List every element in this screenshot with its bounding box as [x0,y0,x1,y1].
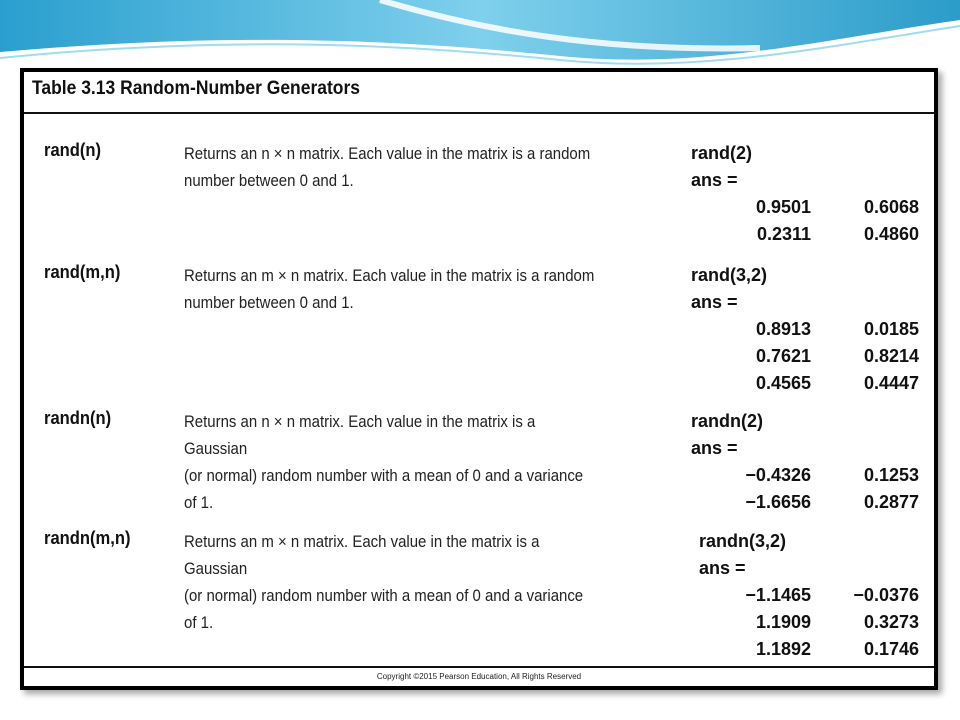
matrix-row: −1.6656 0.2877 [745,492,919,512]
example-call: randn(3,2) [699,531,787,551]
matrix-row: 0.7621 0.8214 [755,346,919,366]
example-output [691,528,919,663]
example-call: rand(3,2) [691,265,768,285]
ans-label: ans = [691,438,738,458]
function-description: Returns an m × n matrix. Each value in the matrix is a random number between 0 and 1. [184,266,595,312]
matrix-row: −1.1465 −0.0376 [745,585,919,605]
copyright-notice: Copyright ©2015 Pearson Education, All Rights Reserved [376,672,582,681]
example-call: rand(2) [691,143,753,163]
matrix-row: 0.8913 0.0185 [755,319,919,339]
matrix-row: 0.9501 0.6068 [755,197,919,217]
function-description: Returns an m × n matrix. Each value in the matrix is a Gaussian (or normal) random number with a mean of 0 and a variance of 1. [184,532,584,632]
example-output [691,408,919,516]
ans-label: ans = [691,292,738,312]
function-name: randn(n) [44,408,112,428]
ans-label: ans = [699,558,746,578]
top-rule [24,112,934,114]
matrix-row: 1.1909 0.3273 [755,612,919,632]
function-description: Returns an n × n matrix. Each value in the matrix is a random number between 0 and 1. [184,144,591,190]
function-name: rand(m,n) [44,262,121,282]
example-call: randn(2) [691,411,763,431]
bottom-rule [24,666,934,668]
function-description: Returns an n × n matrix. Each value in the matrix is a Gaussian (or normal) random number with a mean of 0 and a variance of 1. [184,412,584,512]
matrix-row: 0.4565 0.4447 [755,373,919,393]
table-frame [20,68,938,690]
table-title: Table 3.13 Random-Number Generators [32,78,361,99]
example-output [691,140,919,248]
ans-label: ans = [691,170,738,190]
example-output [691,262,919,397]
function-name: rand(n) [44,140,102,160]
matrix-row: −0.4326 0.1253 [745,465,919,485]
function-name: randn(m,n) [44,528,131,548]
matrix-row: 1.1892 0.1746 [755,639,919,659]
matrix-row: 0.2311 0.4860 [756,224,919,244]
